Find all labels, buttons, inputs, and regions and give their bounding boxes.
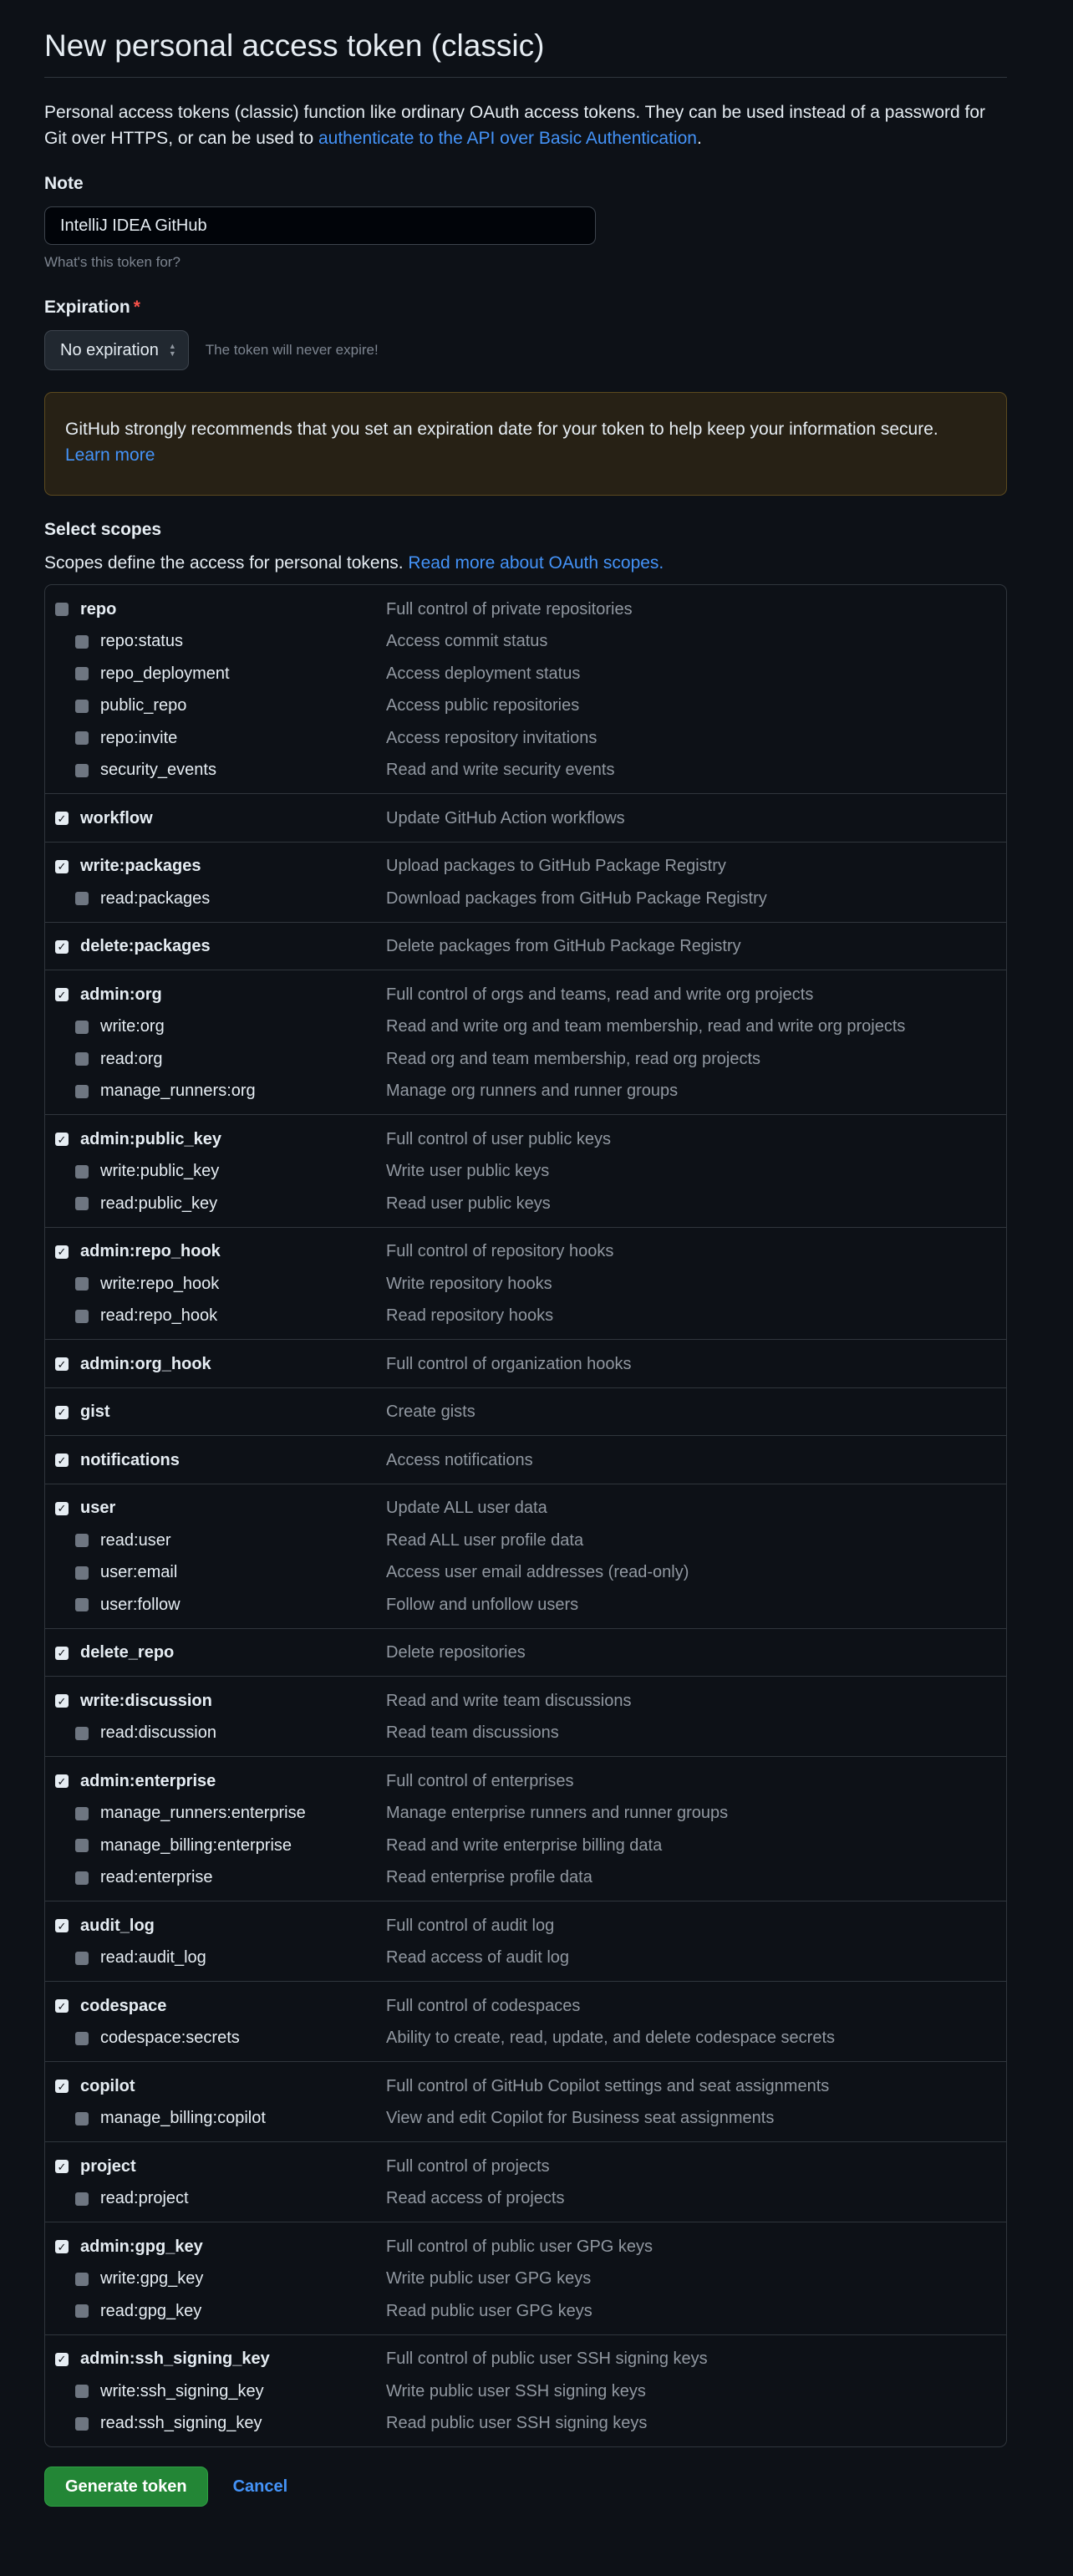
- scope-label[interactable]: [45, 1531, 386, 1550]
- scope-description: Access public repositories: [386, 696, 580, 715]
- checkbox-icon[interactable]: [75, 2417, 89, 2431]
- scope-row: [45, 2070, 1006, 2103]
- checkbox-checked-icon[interactable]: ✓: [55, 2353, 69, 2366]
- scope-label[interactable]: [45, 2189, 386, 2208]
- scope-name: user: [80, 1499, 116, 1518]
- scope-name: manage_billing:copilot: [100, 2109, 266, 2128]
- scope-description: Access notifications: [386, 1450, 533, 1469]
- scope-name: read:repo_hook: [100, 1306, 218, 1326]
- expiration-select[interactable]: [44, 330, 189, 370]
- checkbox-checked-icon[interactable]: ✓: [55, 1774, 69, 1788]
- sub-scope-row: [45, 2103, 1006, 2136]
- scope-label[interactable]: [45, 857, 386, 876]
- sub-scope-row: [45, 1043, 1006, 1076]
- scope-description: Write repository hooks: [386, 1274, 552, 1293]
- scope-name: security_events: [100, 761, 216, 780]
- checkbox-icon[interactable]: [75, 1534, 89, 1547]
- scope-description: Delete packages from GitHub Package Registry: [386, 937, 741, 956]
- checkbox-icon[interactable]: [75, 731, 89, 745]
- scope-label[interactable]: [45, 696, 386, 715]
- note-hint: What's this token for?: [44, 254, 181, 270]
- scope-label[interactable]: [45, 2237, 386, 2257]
- expiration-note: The token will never expire!: [205, 342, 379, 358]
- generate-token-button[interactable]: Generate token: [44, 2467, 208, 2507]
- checkbox-checked-icon[interactable]: ✓: [55, 812, 69, 825]
- scope-label[interactable]: [45, 937, 386, 956]
- intro-text-body: Personal access tokens (classic) function like ordinary OAuth access tokens. They can be used instead of a password for Git over HTTPS, or can be used to: [44, 103, 986, 148]
- checkbox-icon[interactable]: [75, 1277, 89, 1291]
- scope-name: admin:org: [80, 985, 162, 1004]
- sub-scope-row: [45, 2408, 1006, 2441]
- scope-group: [45, 1981, 1006, 2061]
- scope-name: read:gpg_key: [100, 2301, 202, 2320]
- scope-description: Full control of private repositories: [386, 599, 633, 619]
- scope-description: Full control of orgs and teams, read and write org projects: [386, 985, 814, 1004]
- scope-description: Update ALL user data: [386, 1499, 547, 1518]
- scope-label[interactable]: [45, 809, 386, 828]
- checkbox-checked-icon[interactable]: ✓: [55, 1133, 69, 1146]
- scope-description: Access commit status: [386, 632, 548, 651]
- scope-group: [45, 1901, 1006, 1981]
- sub-scope-row: [45, 883, 1006, 915]
- scope-label[interactable]: [45, 1355, 386, 1374]
- sub-scope-row: [45, 1942, 1006, 1975]
- scope-description: Access repository invitations: [386, 728, 598, 747]
- checkbox-icon[interactable]: [75, 1165, 89, 1179]
- checkbox-icon[interactable]: [75, 1839, 89, 1852]
- scope-name: write:packages: [80, 857, 201, 876]
- checkbox-checked-icon[interactable]: ✓: [55, 1694, 69, 1708]
- sub-scope-row: [45, 722, 1006, 755]
- scope-name: read:org: [100, 1049, 163, 1068]
- sub-scope-row: [45, 1798, 1006, 1830]
- scope-label[interactable]: [45, 1596, 386, 1615]
- scope-label[interactable]: [45, 1050, 386, 1069]
- scope-label[interactable]: [45, 1563, 386, 1582]
- checkbox-icon[interactable]: [75, 2032, 89, 2045]
- scope-row: [45, 1493, 1006, 1525]
- scope-name: workflow: [80, 808, 153, 827]
- scope-description: Read and write security events: [386, 761, 615, 780]
- scope-name: audit_log: [80, 1916, 155, 1935]
- scope-description: Manage org runners and runner groups: [386, 1082, 679, 1101]
- sub-scope-row: [45, 1076, 1006, 1108]
- scope-description: Access deployment status: [386, 664, 581, 683]
- checkbox-icon[interactable]: [75, 1085, 89, 1098]
- scope-description: Access user email addresses (read-only): [386, 1563, 689, 1582]
- scope-row: [45, 1348, 1006, 1381]
- checkbox-checked-icon[interactable]: ✓: [55, 2240, 69, 2253]
- scope-description: Read and write org and team membership, read and write org projects: [386, 1017, 906, 1036]
- sub-scope-row: [45, 2263, 1006, 2296]
- sub-scope-row: [45, 2375, 1006, 2408]
- checkbox-icon[interactable]: [75, 635, 89, 649]
- scope-name: notifications: [80, 1450, 180, 1469]
- sub-scope-row: [45, 1268, 1006, 1301]
- required-mark: *: [133, 298, 140, 317]
- scope-row: [45, 593, 1006, 626]
- intro-text-end: .: [696, 129, 702, 148]
- scope-label[interactable]: [45, 1082, 386, 1101]
- scope-group: [45, 1484, 1006, 1628]
- scope-description: Read and write team discussions: [386, 1691, 632, 1710]
- scope-description: Write public user SSH signing keys: [386, 2381, 646, 2400]
- scope-name: admin:org_hook: [80, 1354, 211, 1373]
- scope-group: [45, 585, 1006, 793]
- checkbox-icon[interactable]: [75, 1807, 89, 1820]
- checkbox-icon[interactable]: [75, 1021, 89, 1034]
- scope-name: codespace: [80, 1996, 167, 2015]
- checkbox-checked-icon[interactable]: ✓: [55, 1502, 69, 1515]
- scope-description: Read and write enterprise billing data: [386, 1835, 663, 1855]
- checkbox-icon[interactable]: [75, 764, 89, 777]
- scope-label[interactable]: [45, 761, 386, 780]
- scope-row: [45, 802, 1006, 835]
- page-title: New personal access token (classic): [44, 0, 1007, 78]
- checkbox-icon[interactable]: [75, 2273, 89, 2286]
- checkbox-icon[interactable]: [75, 1727, 89, 1740]
- scope-row: [45, 2231, 1006, 2263]
- checkbox-icon[interactable]: [75, 1566, 89, 1580]
- checkbox-icon[interactable]: [75, 1197, 89, 1210]
- scope-description: Read repository hooks: [386, 1306, 554, 1326]
- sub-scope-row: [45, 2295, 1006, 2328]
- sub-scope-row: [45, 1830, 1006, 1862]
- scope-name: write:public_key: [100, 1162, 220, 1181]
- sub-scope-row: [45, 1589, 1006, 1621]
- checkbox-checked-icon[interactable]: ✓: [55, 1647, 69, 1660]
- scope-label[interactable]: [45, 2349, 386, 2369]
- scope-row: [45, 2151, 1006, 2183]
- scope-name: admin:ssh_signing_key: [80, 2349, 270, 2369]
- scope-name: read:user: [100, 1530, 171, 1550]
- scope-label[interactable]: [45, 2157, 386, 2176]
- scope-label[interactable]: [45, 1917, 386, 1936]
- sub-scope-row: [45, 1557, 1006, 1590]
- scope-label[interactable]: [45, 2029, 386, 2048]
- scope-row: [45, 851, 1006, 883]
- scope-name: read:packages: [100, 888, 211, 908]
- scope-description: View and edit Copilot for Business seat assignments: [386, 2109, 775, 2128]
- scope-name: user:email: [100, 1563, 178, 1582]
- scope-label[interactable]: [45, 1643, 386, 1662]
- checkbox-checked-icon[interactable]: ✓: [55, 1357, 69, 1371]
- checkbox-checked-icon[interactable]: ✓: [55, 2080, 69, 2093]
- scope-group: [45, 1387, 1006, 1436]
- checkbox-icon[interactable]: [75, 2304, 89, 2318]
- scope-row: [45, 1236, 1006, 1269]
- scope-row: [45, 979, 1006, 1011]
- form-actions: [44, 2466, 1007, 2507]
- scope-row: [45, 1765, 1006, 1798]
- learn-more-link[interactable]: Learn more: [65, 445, 155, 465]
- scope-row: [45, 1910, 1006, 1942]
- scope-row: [45, 931, 1006, 964]
- scope-label[interactable]: [45, 1804, 386, 1823]
- scope-label[interactable]: [45, 1868, 386, 1887]
- scope-description: Follow and unfollow users: [386, 1595, 579, 1614]
- checkbox-icon[interactable]: [75, 667, 89, 680]
- checkbox-checked-icon[interactable]: ✓: [55, 1245, 69, 1259]
- scope-name: manage_runners:enterprise: [100, 1804, 306, 1823]
- scope-description: Upload packages to GitHub Package Registry: [386, 857, 726, 876]
- scope-row: [45, 1397, 1006, 1429]
- select-caret-icon: ▲ ▼: [168, 342, 176, 358]
- scope-label[interactable]: [45, 1130, 386, 1149]
- scope-description: Full control of GitHub Copilot settings and seat assignments: [386, 2076, 830, 2095]
- scope-description: Full control of organization hooks: [386, 1354, 632, 1373]
- scope-name: write:ssh_signing_key: [100, 2381, 264, 2400]
- scope-name: repo:invite: [100, 728, 178, 747]
- scope-description: Read public user SSH signing keys: [386, 2414, 648, 2433]
- scope-label[interactable]: [45, 2302, 386, 2321]
- scope-description: Read access of projects: [386, 2189, 565, 2208]
- note-input[interactable]: [44, 206, 596, 245]
- scope-group: [45, 1114, 1006, 1227]
- checkbox-checked-icon[interactable]: ✓: [55, 1406, 69, 1419]
- checkbox-icon[interactable]: [75, 1310, 89, 1323]
- scope-description: Read org and team membership, read org projects: [386, 1049, 761, 1068]
- sub-scope-row: [45, 1301, 1006, 1333]
- scopes-title: Select scopes: [44, 520, 162, 539]
- checkbox-icon[interactable]: [75, 1052, 89, 1066]
- scope-description: Read team discussions: [386, 1723, 559, 1743]
- scope-label[interactable]: [45, 664, 386, 684]
- scope-label[interactable]: [45, 1836, 386, 1856]
- scope-description: Read ALL user profile data: [386, 1530, 584, 1550]
- scope-group: [45, 1676, 1006, 1756]
- scope-label[interactable]: [45, 1723, 386, 1743]
- scope-label[interactable]: [45, 1499, 386, 1518]
- scope-label[interactable]: [45, 985, 386, 1005]
- sub-scope-row: [45, 755, 1006, 787]
- scope-name: read:audit_log: [100, 1948, 206, 1968]
- scope-group: [45, 970, 1006, 1114]
- scope-name: user:follow: [100, 1595, 181, 1614]
- cancel-link[interactable]: Cancel: [232, 2477, 288, 2496]
- expiration-warning: [44, 392, 1007, 496]
- scope-row: [45, 1685, 1006, 1718]
- sub-scope-row: [45, 1525, 1006, 1557]
- warning-text: GitHub strongly recommends that you set an expiration date for your token to help keep your information secure.: [65, 420, 938, 439]
- expiration-label-text: Expiration: [44, 298, 130, 317]
- scope-name: read:project: [100, 2189, 189, 2208]
- checkbox-icon[interactable]: [75, 2192, 89, 2206]
- checkbox-icon[interactable]: [75, 892, 89, 905]
- scope-description: Download packages from GitHub Package Registry: [386, 888, 767, 908]
- scope-description: Update GitHub Action workflows: [386, 808, 625, 827]
- scope-row: [45, 1637, 1006, 1670]
- scope-group: [45, 1435, 1006, 1484]
- scope-row: [45, 1123, 1006, 1156]
- sub-scope-row: [45, 626, 1006, 659]
- scope-name: manage_runners:org: [100, 1082, 256, 1101]
- scope-row: [45, 1990, 1006, 2023]
- scope-name: write:org: [100, 1017, 165, 1036]
- scope-description: Manage enterprise runners and runner groups: [386, 1804, 729, 1823]
- scope-name: repo_deployment: [100, 664, 230, 683]
- scope-label[interactable]: [45, 2109, 386, 2128]
- note-label: Note: [44, 174, 84, 193]
- checkbox-checked-icon[interactable]: ✓: [55, 2160, 69, 2173]
- scope-description: Write user public keys: [386, 1162, 550, 1181]
- expiration-row: [44, 330, 1007, 370]
- sub-scope-row: [45, 2023, 1006, 2055]
- scope-description: Read enterprise profile data: [386, 1868, 592, 1887]
- scope-group: [45, 2141, 1006, 2222]
- scope-group: [45, 922, 1006, 970]
- scope-name: read:enterprise: [100, 1868, 213, 1887]
- scope-label[interactable]: [45, 2077, 386, 2096]
- checkbox-checked-icon[interactable]: ✓: [55, 1919, 69, 1932]
- scope-description: Full control of user public keys: [386, 1129, 612, 1148]
- scopes-description-text: Scopes define the access for personal tokens.: [44, 553, 409, 573]
- checkbox-icon[interactable]: [75, 2112, 89, 2125]
- scope-label[interactable]: [45, 889, 386, 909]
- scope-group: [45, 842, 1006, 922]
- scope-group: [45, 2334, 1006, 2447]
- page-container: [44, 0, 1007, 2507]
- scope-description: Full control of repository hooks: [386, 1242, 614, 1261]
- scope-row: [45, 1444, 1006, 1477]
- scope-description: Ability to create, read, update, and delete codespace secrets: [386, 2029, 836, 2048]
- scope-description: Full control of projects: [386, 2156, 550, 2176]
- scope-description: Create gists: [386, 1403, 475, 1422]
- scope-name: admin:public_key: [80, 1129, 221, 1148]
- scope-name: delete_repo: [80, 1643, 175, 1662]
- scope-group: [45, 793, 1006, 842]
- scope-description: Full control of enterprises: [386, 1771, 574, 1790]
- scope-description: Read access of audit log: [386, 1948, 570, 1968]
- scope-label[interactable]: [45, 1403, 386, 1422]
- scope-label[interactable]: [45, 729, 386, 748]
- scope-label[interactable]: [45, 2382, 386, 2401]
- scope-name: manage_billing:enterprise: [100, 1835, 292, 1855]
- scope-label[interactable]: [45, 1772, 386, 1791]
- sub-scope-row: [45, 690, 1006, 723]
- scope-name: write:gpg_key: [100, 2269, 204, 2288]
- scope-label[interactable]: [45, 1692, 386, 1711]
- checkbox-checked-icon[interactable]: ✓: [55, 1999, 69, 2013]
- scope-description: Full control of public user SSH signing keys: [386, 2349, 708, 2369]
- scopes-description: [44, 551, 1007, 576]
- oauth-scopes-link[interactable]: Read more about OAuth scopes.: [408, 553, 664, 573]
- checkbox-icon[interactable]: [55, 603, 69, 616]
- checkbox-checked-icon[interactable]: ✓: [55, 860, 69, 873]
- scope-description: Full control of public user GPG keys: [386, 2237, 653, 2256]
- scope-name: read:ssh_signing_key: [100, 2414, 262, 2433]
- scope-group: [45, 1756, 1006, 1901]
- scope-row: [45, 2344, 1006, 2376]
- sub-scope-row: [45, 658, 1006, 690]
- scope-label[interactable]: [45, 1162, 386, 1181]
- scope-description: Write public user GPG keys: [386, 2269, 592, 2288]
- sub-scope-row: [45, 2183, 1006, 2216]
- scope-description: Read user public keys: [386, 1194, 551, 1213]
- scope-name: admin:enterprise: [80, 1771, 216, 1790]
- checkbox-checked-icon[interactable]: ✓: [55, 988, 69, 1001]
- scope-name: admin:gpg_key: [80, 2237, 203, 2256]
- scope-label[interactable]: [45, 1948, 386, 1968]
- scope-name: write:repo_hook: [100, 1274, 220, 1293]
- scope-description: Full control of audit log: [386, 1916, 555, 1935]
- scope-name: copilot: [80, 2076, 135, 2095]
- scopes-list: [44, 584, 1007, 2447]
- scope-label[interactable]: [45, 1451, 386, 1470]
- scope-group: [45, 2222, 1006, 2334]
- scope-name: gist: [80, 1403, 110, 1422]
- scope-group: [45, 1227, 1006, 1340]
- sub-scope-row: [45, 1156, 1006, 1189]
- intro-text: [44, 99, 1007, 151]
- scope-name: public_repo: [100, 696, 187, 715]
- scope-name: read:discussion: [100, 1723, 216, 1743]
- checkbox-icon[interactable]: [75, 2385, 89, 2398]
- scope-label[interactable]: [45, 1306, 386, 1326]
- sub-scope-row: [45, 1188, 1006, 1220]
- scope-name: repo:status: [100, 632, 183, 651]
- sub-scope-row: [45, 1011, 1006, 1044]
- checkbox-icon[interactable]: [75, 700, 89, 713]
- scope-label[interactable]: [45, 1997, 386, 2016]
- scope-label[interactable]: [45, 1275, 386, 1294]
- basic-auth-link[interactable]: authenticate to the API over Basic Authentication: [318, 129, 697, 148]
- scope-group: [45, 1628, 1006, 1677]
- scope-name: delete:packages: [80, 937, 211, 956]
- checkbox-icon[interactable]: [75, 1598, 89, 1611]
- scope-label[interactable]: [45, 2269, 386, 2288]
- scope-label[interactable]: [45, 2414, 386, 2433]
- checkbox-checked-icon[interactable]: ✓: [55, 940, 69, 954]
- checkbox-icon[interactable]: [75, 1871, 89, 1885]
- scope-group: [45, 1339, 1006, 1387]
- expiration-selected-value: No expiration: [60, 340, 159, 359]
- scope-name: read:public_key: [100, 1194, 218, 1213]
- scope-name: codespace:secrets: [100, 2029, 240, 2048]
- scope-label[interactable]: [45, 632, 386, 651]
- checkbox-icon[interactable]: [75, 1952, 89, 1965]
- scope-label[interactable]: [45, 1242, 386, 1261]
- scope-description: Full control of codespaces: [386, 1996, 581, 2015]
- scope-label[interactable]: [45, 600, 386, 619]
- scope-description: Read public user GPG keys: [386, 2301, 592, 2320]
- scope-description: Delete repositories: [386, 1643, 526, 1662]
- scope-label[interactable]: [45, 1017, 386, 1036]
- scope-name: project: [80, 2156, 136, 2176]
- scope-label[interactable]: [45, 1194, 386, 1214]
- scope-name: write:discussion: [80, 1691, 212, 1710]
- checkbox-checked-icon[interactable]: ✓: [55, 1453, 69, 1467]
- scope-group: [45, 2061, 1006, 2141]
- expiration-label: [44, 295, 1007, 320]
- sub-scope-row: [45, 1862, 1006, 1895]
- scope-name: repo: [80, 599, 117, 619]
- scope-name: admin:repo_hook: [80, 1242, 221, 1261]
- sub-scope-row: [45, 1718, 1006, 1750]
